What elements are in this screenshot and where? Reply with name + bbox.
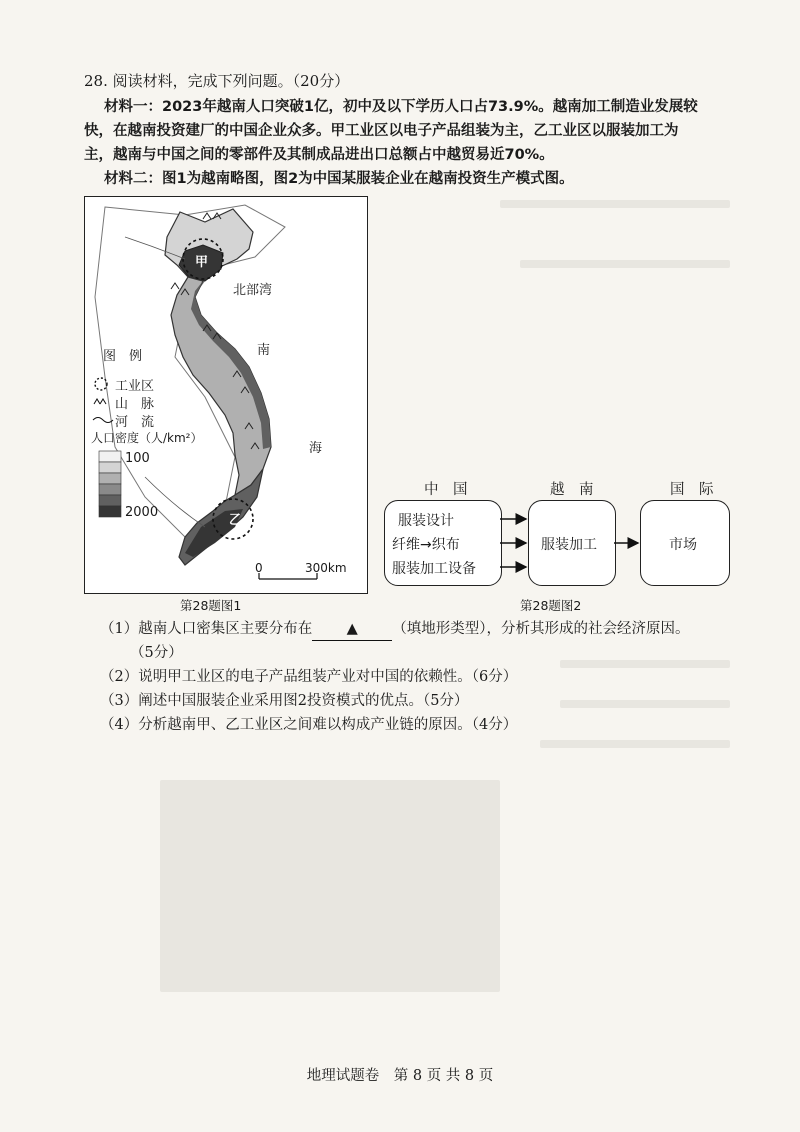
material2-label: 材料二： — [104, 171, 162, 187]
flow-item-design: 服装设计 — [398, 513, 454, 529]
scale-zero-label: 0 — [255, 561, 263, 575]
material1-text2: 快，在越南投资建厂的中国企业众多。甲工业区以电子产品组装为主，乙工业区以服装加工为 — [84, 123, 679, 139]
map-label-jia: 甲 — [195, 255, 209, 270]
flow-col-china: 中 国 — [424, 482, 468, 498]
density-max-label: 100 — [125, 451, 150, 466]
q1-blank — [312, 618, 392, 641]
figure1-caption: 第28题图1 — [180, 598, 242, 613]
q1-blank-mark: ▲ — [346, 621, 358, 637]
legend-density-label: 人口密度（人/km²） — [91, 431, 203, 445]
material1-text3: 主，越南与中国之间的零部件及其制成品进出口总额占中越贸易近70%。 — [84, 147, 554, 163]
subquestion-4: （4）分析越南甲、乙工业区之间难以构成产业链的原因。（4分） — [100, 717, 518, 733]
legend-item-zone: 工业区 — [115, 379, 155, 394]
legend-item-river: 河 流 — [115, 415, 155, 430]
legend-item-mountain: 山 脉 — [115, 397, 155, 412]
figure2-caption: 第28题图2 — [520, 598, 582, 613]
material1-label: 材料一： — [104, 99, 162, 115]
flow-item-market: 市场 — [669, 537, 697, 553]
flow-col-intl: 国 际 — [670, 482, 714, 498]
page-footer: 地理试题卷 第 8 页 共 8 页 — [306, 1068, 494, 1084]
q1-prefix: （1）越南人口密集区主要分布在 — [100, 621, 313, 637]
map-legend-title: 图 例 — [103, 349, 143, 364]
map-label-sea-1: 南 — [257, 343, 271, 358]
flow-item-equipment: 服装加工设备 — [392, 561, 476, 577]
map-label-gulf: 北部湾 — [233, 283, 273, 298]
scale-value-label: 300km — [305, 561, 347, 575]
subquestion-2: （2）说明甲工业区的电子产品组装产业对中国的依赖性。（6分） — [100, 669, 518, 685]
subquestion-1 — [100, 618, 689, 641]
map-label-sea-2: 海 — [309, 441, 323, 456]
flow-item-processing: 服装加工 — [541, 537, 597, 553]
flow-item-fiber: 纤维→织布 — [392, 537, 460, 553]
q1-suffix: （填地形类型），分析其形成的社会经济原因。 — [392, 621, 690, 637]
flow-col-vietnam: 越 南 — [550, 482, 594, 498]
density-min-label: 2000 — [125, 505, 159, 520]
material1-text1: 2023年越南人口突破1亿，初中及以下学历人口占73.9%。越南加工制造业发展较 — [162, 99, 698, 115]
material2-text: 图1为越南略图，图2为中国某服装企业在越南投资生产模式图。 — [162, 171, 574, 187]
map-label-yi: 乙 — [229, 513, 243, 528]
subquestion-3: （3）阐述中国服装企业采用图2投资模式的优点。（5分） — [100, 693, 469, 709]
question-header: 28. 阅读材料，完成下列问题。（20分） — [84, 72, 350, 90]
q1-score: （5分） — [130, 645, 183, 661]
